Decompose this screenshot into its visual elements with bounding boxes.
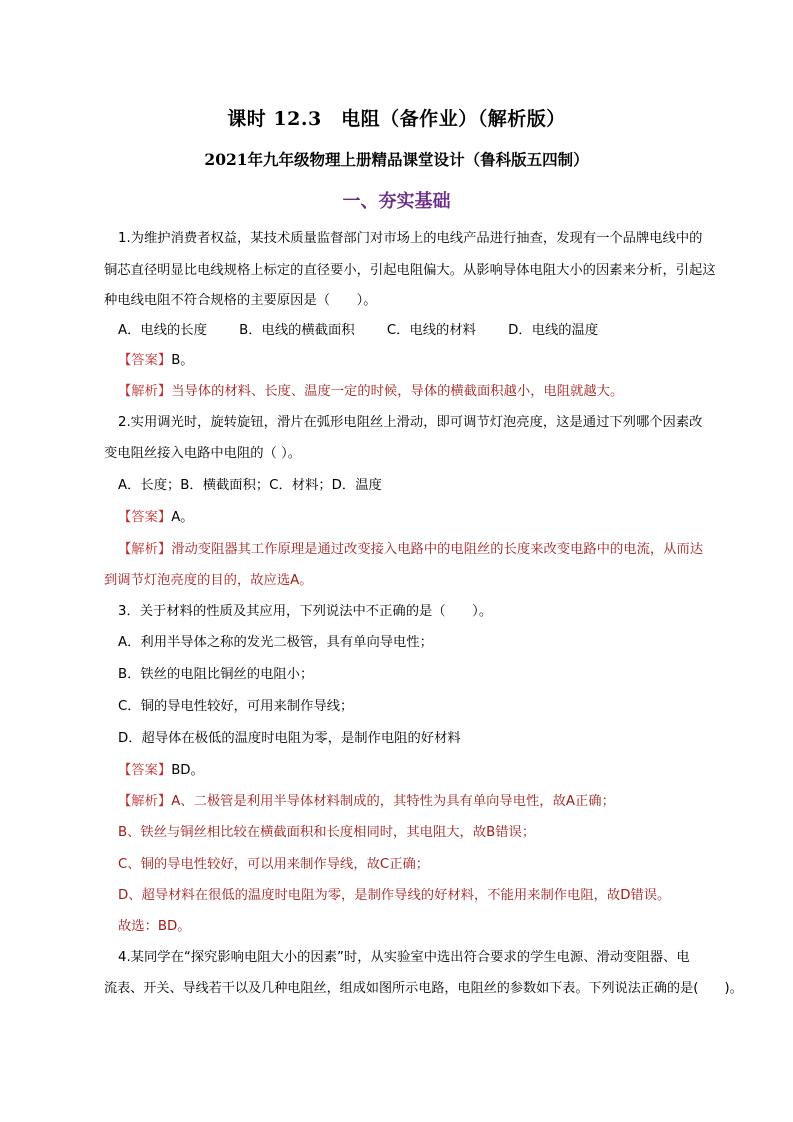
q3-answer xyxy=(118,761,204,781)
document-title: 课时 12.3 电阻（备作业）（解析版） xyxy=(227,108,566,130)
q1-analysis-text: 当导体的材料、长度、温度一定的时候，导体的横截面积越小，电阻就越大。 xyxy=(171,384,624,399)
analysis-tag: 【解析】 xyxy=(118,794,172,809)
q3-analysis-c: C、铜的导电性较好，可以用来制作导线，故C正确； xyxy=(118,857,430,872)
q3-analysis-a-text: A、二极管是利用半导体材料制成的，其特性为具有单向导电性，故A正确； xyxy=(171,794,615,809)
q3-option-d: D．超导体在极低的温度时电阻为零，是制作电阻的好材料 xyxy=(118,731,461,746)
q2-analysis-line-1 xyxy=(118,540,703,560)
q1-options xyxy=(118,321,626,341)
q3-option-c: C．铜的导电性较好，可用来制作导线； xyxy=(118,699,354,714)
q1-option-c: C．电线的材料 xyxy=(386,323,476,338)
q1-analysis xyxy=(118,382,623,402)
q2-analysis-text-1: 滑动变阻器其工作原理是通过改变接入电路中的电阻丝的长度来改变电路中的电流，从而达 xyxy=(171,542,704,557)
q2-answer-value: A。 xyxy=(171,510,194,525)
q1-option-d: D．电线的温度 xyxy=(508,323,599,338)
answer-tag: 【答案】 xyxy=(118,763,172,778)
q3-answer-value: BD。 xyxy=(171,763,204,778)
q2-answer xyxy=(118,508,194,528)
q1-stem-line-2: 铜芯直径明显比电线规格上标定的直径要小，引起电阻偏大。从影响导体电阻大小的因素来分析，引起这 xyxy=(104,263,716,278)
q1-option-a: A．电线的长度 xyxy=(118,323,207,338)
analysis-tag: 【解析】 xyxy=(118,384,172,399)
q3-option-a: A．利用半导体之称的发光二极管，具有单向导电性； xyxy=(118,635,433,650)
q1-stem-line-1: 1.为维护消费者权益，某技术质量监督部门对市场上的电线产品进行抽查，发现有一个品牌电线中的 xyxy=(118,231,703,246)
q1-answer-value: B。 xyxy=(171,353,194,368)
q2-stem-line-1: 2.实用调光时，旋转旋钮，滑片在弧形电阻丝上滑动，即可调节灯泡亮度，这是通过下列哪个因素改 xyxy=(118,415,703,430)
q2-options: A．长度；B．横截面积；C．材料；D．温度 xyxy=(118,478,382,493)
analysis-tag: 【解析】 xyxy=(118,542,172,557)
q3-option-b: B．铁丝的电阻比铜丝的电阻小； xyxy=(118,667,314,682)
q3-analysis-d: D、超导材料在很低的温度时电阻为零，是制作导线的好材料，不能用来制作电阻，故D错误。 xyxy=(118,888,671,903)
section-heading: 一、夯实基础 xyxy=(342,191,451,212)
answer-tag: 【答案】 xyxy=(118,353,172,368)
q3-analysis-b: B、铁丝与铜丝相比较在横截面积和长度相同时，其电阻大，故B错误； xyxy=(118,825,536,840)
q1-answer xyxy=(118,351,194,371)
q4-stem-line-2: 流表、开关、导线若干以及几种电阻丝，组成如图所示电路，电阻丝的参数如下表。下列说法正确的是( )。 xyxy=(104,981,743,996)
document-subtitle: 2021年九年级物理上册精品课堂设计（鲁科版五四制） xyxy=(204,150,589,169)
q2-analysis-line-2: 到调节灯泡亮度的目的，故应选A。 xyxy=(104,573,313,588)
q4-stem-line-1: 4.某同学在“探究影响电阻大小的因素”时，从实验室中选出符合要求的学生电源、滑动变阻器、电 xyxy=(118,950,690,965)
q3-stem: 3．关于材料的性质及其应用，下列说法中不正确的是（ ）。 xyxy=(118,604,493,619)
q1-stem-line-3: 种电线电阻不符合规格的主要原因是（ ）。 xyxy=(104,293,377,308)
answer-tag: 【答案】 xyxy=(118,510,172,525)
q1-option-b: B．电线的横截面积 xyxy=(239,323,355,338)
q3-conclusion: 故选：BD。 xyxy=(118,919,191,934)
q2-stem-line-2: 变电阻丝接入电路中电阻的（ ）。 xyxy=(104,446,302,461)
q3-analysis-a xyxy=(118,792,615,812)
